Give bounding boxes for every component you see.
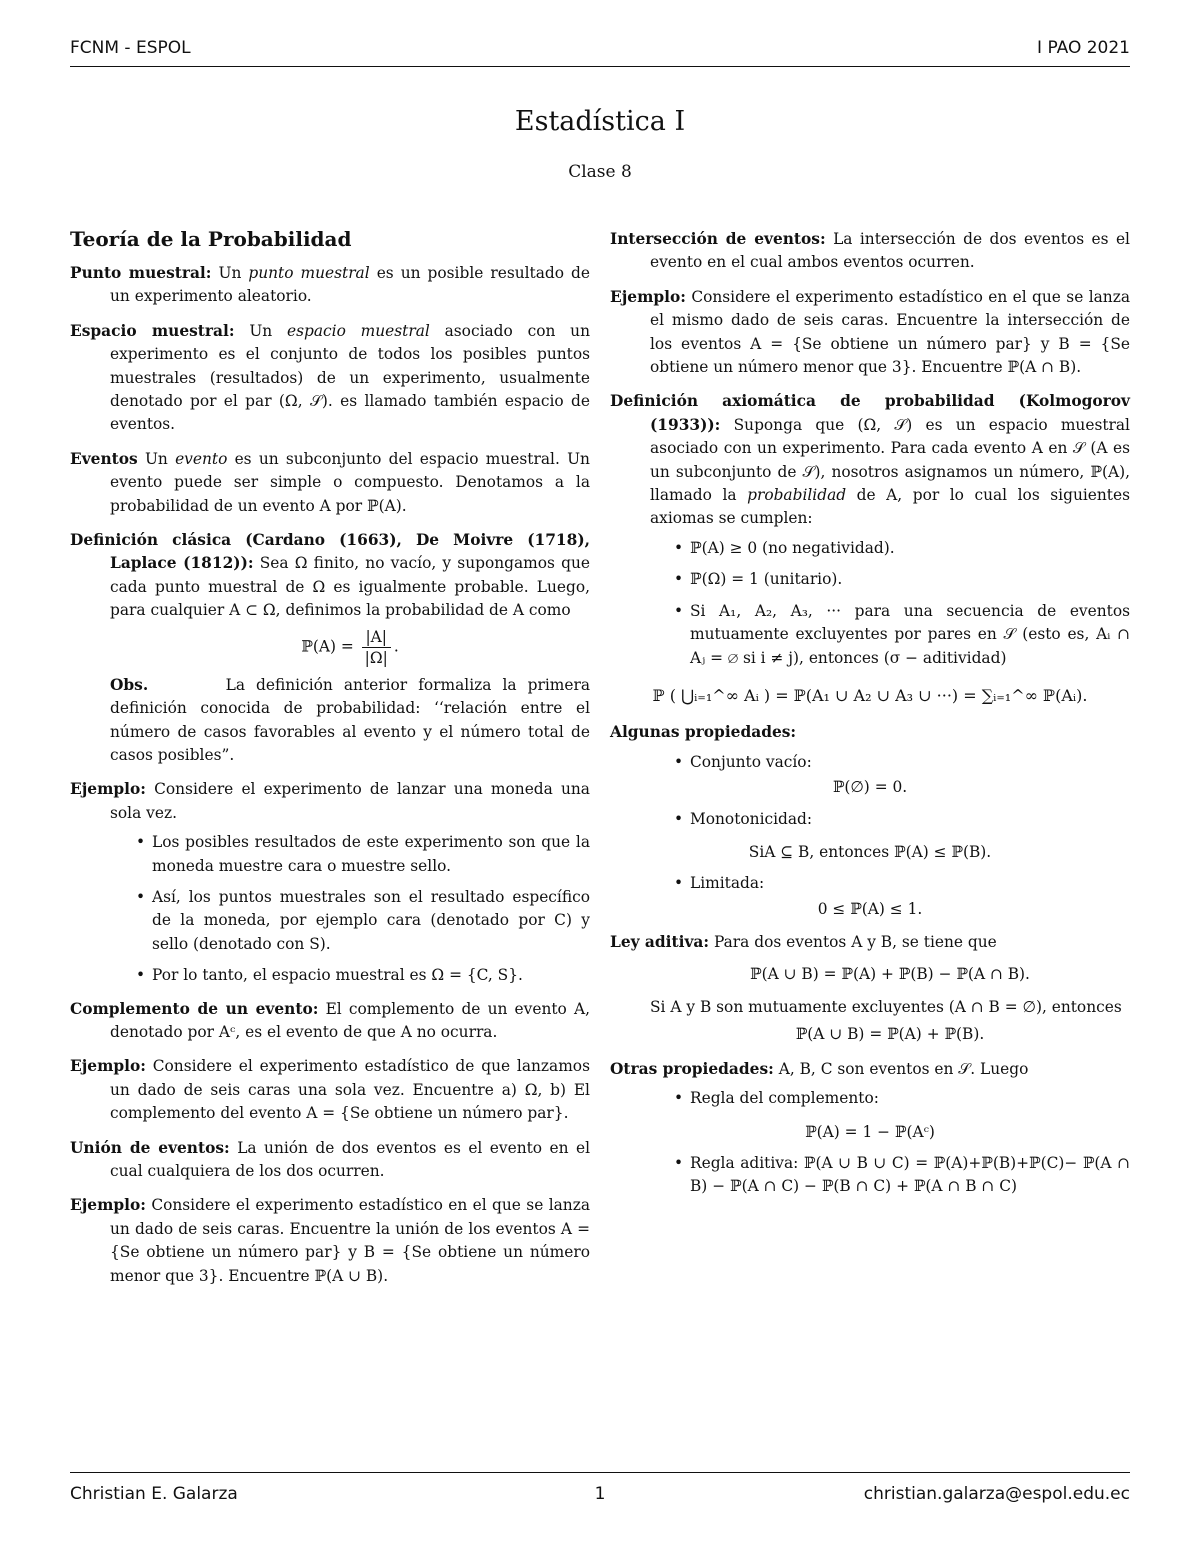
- def-text: La unión de dos eventos es el evento en el cual cualquiera de los dos ocurren.: [110, 1138, 590, 1180]
- formula-clasica: [110, 627, 590, 668]
- def-complemento: [70, 998, 590, 1045]
- propiedades-list: [610, 751, 1130, 921]
- def-axiomatica: [610, 390, 1130, 530]
- property-label: Regla aditiva: ℙ(A ∪ B ∪ C) = ℙ(A)+ℙ(B)+ℙ(C)− ℙ(A ∩ B) − ℙ(A ∩ C) − ℙ(B ∩ C) + ℙ(A ∩ B ∩ C): [690, 1154, 1130, 1196]
- term-label: Ley aditiva:: [610, 933, 710, 952]
- right-column: [610, 226, 1130, 1209]
- def-emphasis: espacio muestral: [287, 321, 430, 340]
- page-footer: [70, 1484, 1130, 1508]
- property-label: Regla del complemento:: [690, 1089, 879, 1108]
- ley-formula: ℙ(A ∪ B) = ℙ(A) + ℙ(B) − ℙ(A ∩ B).: [750, 964, 1030, 983]
- term-label: Ejemplo:: [70, 1196, 146, 1215]
- example-text: Considere el experimento de lanzar una moneda una sola vez.: [110, 780, 590, 822]
- example-text: Considere el experimento estadístico en el que se lanza un dado de seis caras. Encuentre la unión de los eventos A = {Se obtiene un número par} y B = {Se obtiene un número menor que 3}. Encuentre ℙ(A ∪ B).: [110, 1196, 590, 1285]
- fraction-denominator: |Ω|: [364, 648, 388, 667]
- ejemplo-moneda: [70, 778, 590, 825]
- def-text: de A, por lo cual los siguientes axiomas se cumplen:: [650, 486, 1130, 528]
- def-text: es un subconjunto del espacio muestral. Un evento puede ser simple o compuesto. Denotamos a la probabilidad de un evento A por ℙ(A).: [110, 449, 590, 515]
- ejemplo-interseccion: [610, 286, 1130, 380]
- property-formula: ℙ(∅) = 0.: [832, 778, 908, 797]
- list-item: • Los posibles resultados de este experimento son que la moneda muestre cara o muestre sello.: [152, 831, 590, 878]
- formula-fraction: [362, 627, 391, 668]
- def-eventos: [70, 448, 590, 518]
- otras-list: [610, 1087, 1130, 1199]
- obs-label: Obs.: [110, 675, 149, 694]
- def-interseccion: [610, 228, 1130, 275]
- formula-end: .: [393, 637, 399, 656]
- def-text: Para dos eventos A y B, se tiene que: [713, 933, 997, 952]
- def-text: es un posible resultado de un experimento aleatorio.: [110, 264, 590, 306]
- example-text: Considere el experimento estadístico de que lanzamos un dado de seis caras una sola vez. Encuentre a) Ω, b) El complemento del evento A = {Se obtiene un número par}.: [110, 1057, 590, 1123]
- def-text: Un: [218, 264, 242, 282]
- list-item: [690, 808, 1130, 865]
- list-item: [690, 1087, 1130, 1144]
- def-union: [70, 1137, 590, 1184]
- def-text: Un: [249, 321, 273, 340]
- list-item: [690, 1152, 1130, 1199]
- term-label: Unión de eventos:: [70, 1138, 230, 1157]
- fraction-numerator: |A|: [362, 627, 391, 648]
- def-text: asociado con un experimento es el conjunto de todos los posibles puntos muestrales (resultados) de un experimento, usualmente denotado por el par (Ω, 𝒮). es llamado también espacio de eventos.: [110, 321, 590, 434]
- list-item: [690, 872, 1130, 921]
- ley-aditiva: [610, 931, 1130, 1047]
- list-item: • ℙ(A) ≥ 0 (no negatividad).: [690, 537, 1130, 560]
- property-formula: 0 ≤ ℙ(A) ≤ 1.: [817, 899, 923, 918]
- obs-text: La definición anterior formaliza la primera definición conocida de probabilidad: ‘‘relación entre el número de casos favorables al evento y el número total de casos posibles”.: [110, 675, 591, 764]
- term-label: Complemento de un evento:: [70, 999, 319, 1018]
- list-item: • Si A₁, A₂, A₃, ··· para una secuencia de eventos mutuamente excluyentes por pares en 𝒮 (esto es, Aᵢ ∩ Aⱼ = ∅ si i ≠ j), entonces (σ − aditividad): [690, 600, 1130, 670]
- ejemplo-dado: [70, 1055, 590, 1125]
- sigma-additivity-formula: ℙ ( ⋃ᵢ₌₁^∞ Aᵢ ) = ℙ(A₁ ∪ A₂ ∪ A₃ ∪ ···) = ∑ᵢ₌₁^∞ ℙ(Aᵢ).: [652, 685, 1088, 705]
- property-formula: ℙ(A) = 1 − ℙ(Aᶜ): [805, 1122, 935, 1141]
- observation: [110, 674, 590, 768]
- document-subtitle: Clase 8: [568, 162, 632, 182]
- example-text: Considere el experimento estadístico en el que se lanza el mismo dado de seis caras. Encuentre la intersección de los eventos A = {Se obtiene un número par} y B = {Se obtiene un número menor que 3}. Encuentre ℙ(A ∩ B).: [650, 287, 1130, 377]
- otras-propiedades: [610, 1058, 1130, 1081]
- footer-author: Christian E. Galarza: [70, 1484, 238, 1504]
- property-formula: SiA ⊆ B, entonces ℙ(A) ≤ ℙ(B).: [748, 842, 992, 861]
- document-title: Estadística I: [514, 106, 686, 137]
- page-number: 1: [594, 1484, 606, 1504]
- propiedades-heading: [610, 721, 1130, 744]
- page-header: [70, 38, 1130, 64]
- def-text: A, B, C son eventos en 𝒮. Luego: [778, 1059, 1029, 1078]
- term-label: Otras propiedades:: [610, 1059, 774, 1078]
- term-label: Ejemplo:: [70, 780, 146, 799]
- ejemplo-moneda-list: [70, 831, 590, 987]
- def-emphasis: punto muestral: [248, 264, 370, 282]
- section-title: Teoría de la Probabilidad: [70, 227, 352, 251]
- def-espacio-muestral: [70, 320, 590, 437]
- left-column: [70, 226, 590, 1299]
- ejemplo-union: [70, 1194, 590, 1288]
- def-text: Suponga que (Ω, 𝒮) es un espacio muestral asociado con un experimento. Para cada evento A en 𝒮 (A es un subconjunto de 𝒮), nosotros asignamos un número, ℙ(A), llamado la: [650, 415, 1130, 505]
- def-emphasis: evento: [175, 449, 228, 468]
- term-label: Espacio muestral:: [70, 321, 235, 340]
- ley-formula-2: ℙ(A ∪ B) = ℙ(A) + ℙ(B).: [795, 1025, 985, 1044]
- property-label: Limitada:: [690, 874, 765, 893]
- list-item: [690, 751, 1130, 800]
- list-item: • Así, los puntos muestrales son el resultado específico de la moneda, por ejemplo cara (denotado por C) y sello (denotado con S).: [152, 886, 590, 956]
- property-label: Monotonicidad:: [690, 809, 813, 828]
- header-institution: FCNM - ESPOL: [70, 38, 191, 58]
- term-label: Intersección de eventos:: [610, 230, 826, 248]
- term-label: Ejemplo:: [70, 1057, 146, 1076]
- def-text: El complemento de un evento A, denotado por Aᶜ, es el evento de que A no ocurra.: [110, 999, 590, 1041]
- footer-rule: [70, 1472, 1130, 1473]
- def-text: La intersección de dos eventos es el evento en el cual ambos eventos ocurren.: [650, 230, 1130, 272]
- term-label: Ejemplo:: [610, 287, 686, 306]
- list-item: • ℙ(Ω) = 1 (unitario).: [690, 568, 1130, 591]
- term-label: Definición axiomática de probabilidad (Kolmogorov (1933)):: [610, 392, 1130, 434]
- term-label: Punto muestral:: [70, 264, 212, 282]
- def-text: Sea Ω finito, no vacío, y supongamos que cada punto muestral de Ω es igualmente probable. Luego, para cualquier A ⊂ Ω, definimos la probabilidad de A como: [110, 554, 590, 620]
- term-label: Definición clásica (Cardano (1663), De Moivre (1718), Laplace (1812)):: [70, 531, 590, 573]
- header-term: I PAO 2021: [1037, 38, 1130, 58]
- list-item: • Por lo tanto, el espacio muestral es Ω = {C, S}.: [152, 964, 590, 987]
- term-label: Algunas propiedades:: [610, 723, 797, 742]
- def-punto-muestral: [70, 262, 590, 309]
- axiom-list: [610, 537, 1130, 670]
- property-label: Conjunto vacío:: [690, 752, 812, 771]
- header-rule: [70, 66, 1130, 67]
- term-label: Eventos: [70, 449, 138, 468]
- ley-text-2: Si A y B son mutuamente excluyentes (A ∩ B = ∅), entonces: [650, 997, 1122, 1016]
- footer-email[interactable]: christian.galarza@espol.edu.ec: [863, 1484, 1130, 1504]
- def-text: Un: [144, 449, 168, 468]
- def-emphasis: probabilidad: [747, 486, 847, 505]
- formula-lhs: ℙ(A) =: [301, 637, 354, 656]
- def-clasica: [70, 529, 590, 668]
